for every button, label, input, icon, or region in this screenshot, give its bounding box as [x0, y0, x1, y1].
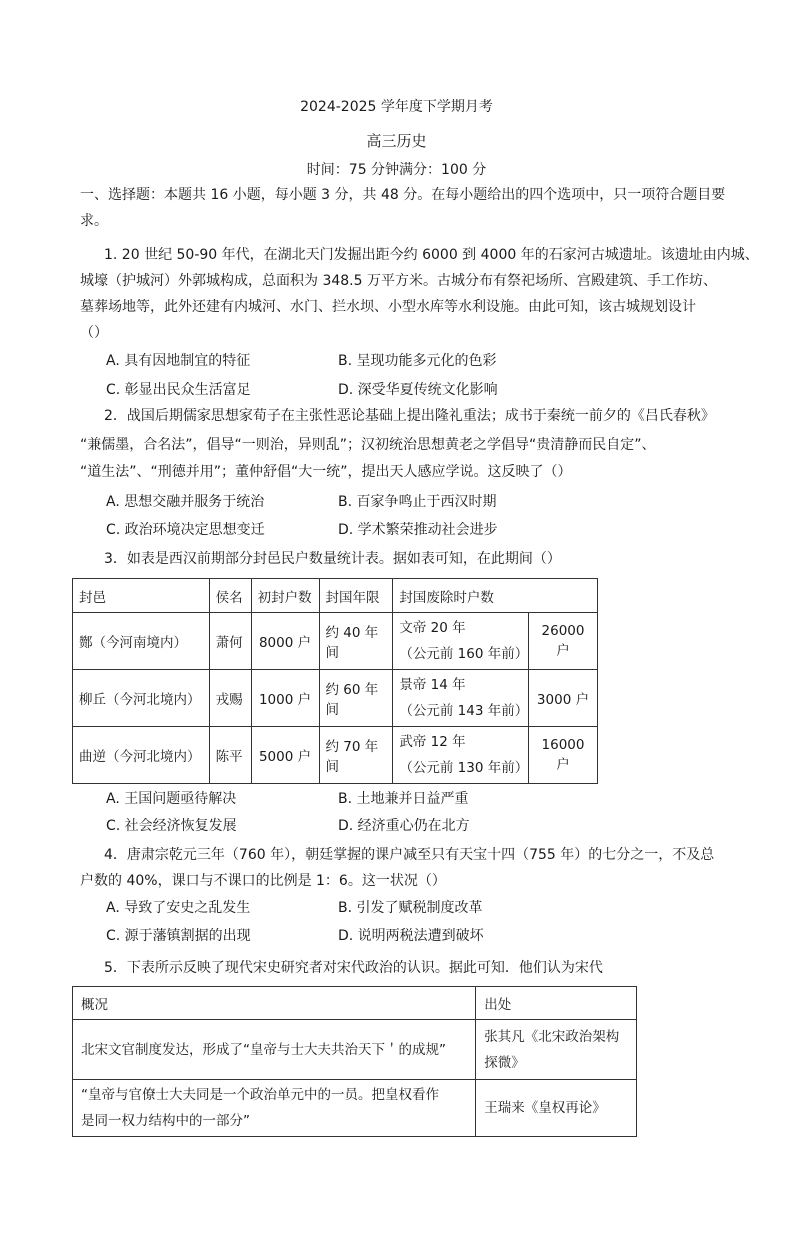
q1-stem-line-2: 城壕（护城河）外郭城构成，总面积为 348.5 万平方米。古城分布有祭祀场所、宫殿建筑、手工作坊、 — [80, 273, 717, 289]
final-cell: 3000 户 — [529, 670, 598, 727]
table-header-row — [73, 987, 637, 1020]
initial-cell: 5000 户 — [251, 727, 319, 784]
subject-title: 高三历史 — [366, 132, 427, 150]
q2-option-a[interactable]: A. 思想交融并服务于统治 — [106, 494, 265, 510]
marquis-cell: 陈平 — [209, 727, 251, 784]
period-year: （公元前 160 年前） — [399, 646, 529, 662]
summary-cell — [73, 1080, 476, 1137]
table-header-row — [73, 579, 598, 613]
period-reign: 武帝 12 年 — [399, 734, 466, 750]
q2-stem-line-2: “兼儒墨，合名法”，倡导“一则治，异则乱”；汉初统治思想黄老之学倡导“贵清静而民自定”、 — [80, 437, 656, 453]
instructions-line-1: 一、选择题：本题共 16 小题，每小题 3 分，共 48 分。在每小题给出的四个选项中，只一项符合题目要 — [80, 187, 726, 203]
q2-stem-line-1: 2．战国后期儒家思想家荀子在主张性恶论基础上提出隆礼重法；成书于秦统一前夕的《吕氏春秋》 — [104, 408, 715, 424]
final-cell: 16000 户 — [529, 727, 598, 784]
q5-stem: 5．下表所示反映了现代宋史研究者对宋代政治的认识。据此可知．他们认为宋代 — [104, 960, 603, 976]
initial-cell: 8000 户 — [251, 613, 319, 670]
source-line: 探微》 — [484, 1054, 525, 1071]
q1-stem-line-4: （） — [80, 325, 108, 341]
fief-cell: 柳丘（今河北境内） — [73, 670, 210, 727]
q5-source-table — [72, 986, 637, 1137]
q3-data-table — [72, 578, 598, 784]
exam-title: 2024-2025 学年度下学期月考 — [300, 99, 493, 115]
source-cell — [476, 1080, 637, 1137]
years-cell: 约 70 年间 — [319, 727, 393, 784]
summary-line: “皇帝与官僚士大夫同是一个政治单元中的一员。把皇权看作 — [81, 1087, 439, 1103]
q4-stem-line-2: 户数的 40%，课口与不课口的比例是 1：6。这一状况（） — [80, 873, 446, 889]
summary-line: 北宋文官制度发达，形成了“皇帝与士大夫共治天下＇的成规” — [81, 1041, 446, 1058]
q4-option-a[interactable]: A. 导致了安史之乱发生 — [106, 900, 251, 916]
q2-option-b[interactable]: B. 百家争鸣止于西汉时期 — [338, 494, 497, 510]
header-final-households: 封国废除时户数 — [393, 579, 598, 613]
q2-stem-line-3: “道生法”、“刑德并用”；董仲舒倡“大一统”，提出天人感应学说。这反映了（） — [80, 464, 572, 480]
q3-option-b[interactable]: B. 土地兼并日益严重 — [338, 791, 469, 807]
fief-cell: 酂（今河南境内） — [73, 613, 210, 670]
header-source: 出处 — [476, 987, 637, 1020]
header-fief: 封邑 — [73, 579, 210, 613]
q1-stem-line-1: 1. 20 世纪 50-90 年代，在湖北天门发掘出距今约 6000 到 4000 年的石家河古城遗址。该遗址由内城、 — [104, 247, 759, 263]
table-row — [73, 670, 598, 727]
summary-cell — [73, 1020, 476, 1080]
marquis-cell: 萧何 — [209, 613, 251, 670]
period-year: （公元前 143 年前） — [399, 703, 529, 719]
q1-option-c[interactable]: C. 彰显出民众生活富足 — [106, 382, 251, 398]
period-reign: 文帝 20 年 — [399, 620, 466, 636]
instructions-line-2: 求。 — [80, 213, 108, 229]
period-year: （公元前 130 年前） — [399, 760, 529, 776]
q4-option-d[interactable]: D. 说明两税法遭到破坏 — [338, 928, 484, 944]
table-row — [73, 727, 598, 784]
q3-stem: 3．如表是西汉前期部分封邑民户数量统计表。据如表可知，在此期间（） — [104, 551, 561, 567]
q1-option-a[interactable]: A. 具有因地制宜的特征 — [106, 353, 251, 369]
initial-cell: 1000 户 — [251, 670, 319, 727]
header-initial-households: 初封户数 — [251, 579, 319, 613]
q4-option-c[interactable]: C. 源于藩镇割据的出现 — [106, 928, 251, 944]
table-row — [73, 1080, 637, 1137]
source-line: 王瑞来《皇权再论》 — [484, 1100, 606, 1116]
table-row — [73, 613, 598, 670]
time-info: 时间：75 分钟满分：100 分 — [306, 162, 487, 178]
q2-option-d[interactable]: D. 学术繁荣推动社会进步 — [338, 522, 498, 538]
q3-option-c[interactable]: C. 社会经济恢复发展 — [106, 818, 237, 834]
q1-stem-line-3: 墓葬场地等，此外还建有内城河、水门、拦水坝、小型水库等水利设施。由此可知，该古城规划设计 — [80, 299, 696, 315]
header-years: 封国年限 — [319, 579, 393, 613]
years-cell: 约 40 年间 — [319, 613, 393, 670]
q3-option-a[interactable]: A. 王国问题亟待解决 — [106, 791, 237, 807]
q4-stem-line-1: 4．唐肃宗乾元三年（760 年），朝廷掌握的课户减至只有天宝十四（755 年）的七分之一，不及总 — [104, 847, 715, 863]
period-cell — [393, 727, 529, 784]
q2-option-c[interactable]: C. 政治环境决定思想变迁 — [106, 522, 265, 538]
period-cell — [393, 670, 529, 727]
source-line: 张其凡《北宋政治架构 — [484, 1028, 620, 1045]
marquis-cell: 戎赐 — [209, 670, 251, 727]
source-cell — [476, 1020, 637, 1080]
period-cell — [393, 613, 529, 670]
fief-cell: 曲逆（今河北境内） — [73, 727, 210, 784]
summary-line: 是同一权力结构中的一部分” — [81, 1113, 250, 1129]
q4-option-b[interactable]: B. 引发了赋税制度改革 — [338, 900, 483, 916]
table-row — [73, 1020, 637, 1080]
years-cell: 约 60 年间 — [319, 670, 393, 727]
q1-option-b[interactable]: B. 呈现功能多元化的色彩 — [338, 353, 497, 369]
period-reign: 景帝 14 年 — [399, 677, 466, 693]
final-cell: 26000 户 — [529, 613, 598, 670]
q1-option-d[interactable]: D. 深受华夏传统文化影响 — [338, 382, 498, 398]
q3-option-d[interactable]: D. 经济重心仍在北方 — [338, 818, 470, 834]
header-summary: 概况 — [73, 987, 476, 1020]
header-marquis: 侯名 — [209, 579, 251, 613]
